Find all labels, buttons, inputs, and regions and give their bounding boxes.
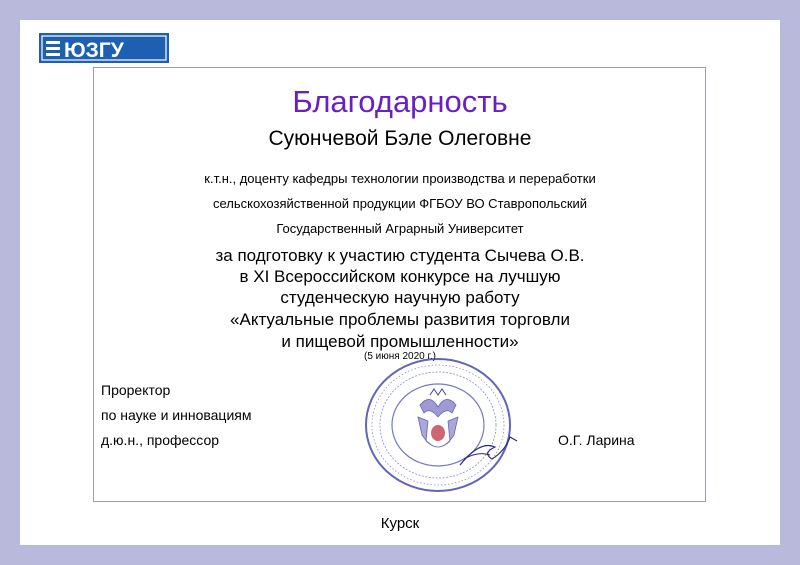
reason-line: студенческую научную работу	[280, 288, 520, 307]
event-date: (5 июня 2020 г.)	[363, 351, 437, 362]
signer-title-line: по науке и инновациям	[101, 407, 252, 423]
position-line: сельскохозяйственной продукции ФГБОУ ВО Ставропольский	[212, 196, 588, 211]
position-line: к.т.н., доценту кафедры технологии производства и переработки	[204, 171, 596, 186]
signer-title-line: Проректор	[101, 382, 171, 398]
official-stamp-icon	[360, 355, 520, 500]
reason-line: за подготовку к участию студента Сычева О.В.	[215, 246, 585, 265]
city: Курск	[380, 515, 420, 532]
logo-text: ЮЗГУ	[64, 39, 124, 62]
reason-line: и пищевой промышленности»	[281, 332, 519, 351]
certificate-title: Благодарность	[292, 84, 508, 119]
university-logo	[39, 33, 169, 63]
reason-line: «Актуальные проблемы развития торговли	[230, 310, 570, 329]
recipient-name: Суюнчевой Бэле Олеговне	[268, 127, 532, 150]
signer-title-line: д.ю.н., профессор	[101, 432, 220, 448]
position-line: Государственный Аграрный Университет	[276, 221, 524, 236]
signer-name: О.Г. Ларина	[558, 432, 635, 448]
reason-line: в XI Всероссийском конкурсе на лучшую	[239, 267, 561, 286]
